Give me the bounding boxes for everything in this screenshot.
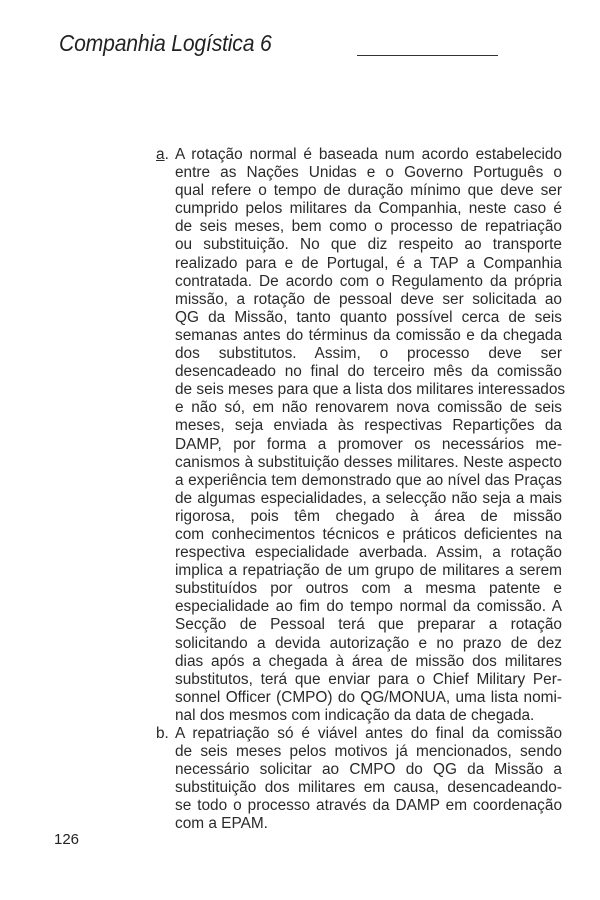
text-line: e não só, em não renovarem nova comissão de seis bbox=[175, 399, 562, 417]
text-line bbox=[156, 146, 562, 164]
list-item bbox=[156, 146, 566, 725]
text-line bbox=[156, 725, 562, 743]
text-line: respectiva especialidade averbada. Assim, a rotação bbox=[175, 544, 562, 562]
text-line: qual refere o tempo de duração mínimo que deve ser bbox=[175, 182, 562, 200]
line-text: A repatriação só é viável antes do final da comissão bbox=[175, 725, 562, 742]
text-line: missão, a rotação de pessoal deve ser solicitada ao bbox=[175, 290, 562, 308]
text-line: dias após a chegada à área de missão dos militares bbox=[175, 652, 562, 670]
text-line: especialidade ao fim do tempo normal da comissão. A bbox=[175, 598, 562, 616]
text-line: dos substitutos. Assim, o processo deve ser bbox=[175, 345, 562, 363]
line-text: A rotação normal é baseada num acordo estabelecido bbox=[175, 146, 562, 163]
text-line: de algumas especialidades, a selecção não seja a mais bbox=[175, 489, 562, 507]
list-marker: b. bbox=[156, 725, 169, 742]
header-title: Companhia Logística 6 bbox=[59, 30, 272, 56]
text-line: cumprido pelos militares da Companhia, neste caso é bbox=[175, 200, 562, 218]
text-line: substituição dos militares em causa, desencadeando- bbox=[175, 779, 562, 797]
text-line: realizado para e de Portugal, é a TAP a Companhia bbox=[175, 254, 562, 272]
page-number: 126 bbox=[54, 831, 80, 848]
text-line: de seis meses pelos motivos já mencionados, sendo bbox=[175, 743, 562, 761]
text-line: a experiência tem demonstrado que ao nível das Praças bbox=[175, 471, 562, 489]
body-text bbox=[156, 146, 566, 834]
text-line: substituídos por outros com a mesma patente e bbox=[175, 580, 562, 598]
text-line: ou substituição. No que diz respeito ao transporte bbox=[175, 236, 562, 254]
text-line: DAMP, por forma a promover os necessários me- bbox=[175, 435, 562, 453]
text-line: desencadeado no final do terceiro mês da comissão bbox=[175, 363, 562, 381]
text-line: nal dos mesmos com indicação da data de chegada. bbox=[175, 706, 535, 724]
text-line: contratada. De acordo com o Regulamento da própria bbox=[175, 272, 562, 290]
text-line: de seis meses para que a lista dos militares interessados bbox=[175, 381, 566, 399]
text-line: QG da Missão, tanto quanto possível cerca de seis bbox=[175, 308, 562, 326]
header-rule bbox=[357, 55, 498, 56]
text-line: se todo o processo através da DAMP em coordenação bbox=[175, 797, 562, 815]
text-line: semanas antes do términus da comissão e da chegada bbox=[175, 326, 562, 344]
list-marker: a. bbox=[156, 146, 169, 163]
text-line: de seis meses, bem como o processo de repatriação bbox=[175, 218, 562, 236]
text-line: entre as Nações Unidas e o Governo Português o bbox=[175, 164, 562, 182]
text-line: solicitando a devida autorização e no prazo de dez bbox=[175, 634, 562, 652]
text-line: necessário solicitar ao CMPO do QG da Missão a bbox=[175, 761, 562, 779]
text-line: Secção de Pessoal terá que preparar a rotação bbox=[175, 616, 562, 634]
text-line: implica a repatriação de um grupo de militares a serem bbox=[175, 562, 562, 580]
text-line: rigorosa, pois têm chegado à área de missão bbox=[175, 507, 562, 525]
text-line: canismos à substituição desses militares. Neste aspecto bbox=[175, 453, 562, 471]
list-item bbox=[156, 725, 562, 834]
text-line: com a EPAM. bbox=[175, 815, 268, 833]
text-line: sonnel Officer (CMPO) do QG/MONUA, uma lista nomi- bbox=[175, 688, 562, 706]
text-line: substitutos, terá que enviar para o Chief Military Per- bbox=[175, 670, 562, 688]
text-line: com conhecimentos técnicos e práticos deficientes na bbox=[175, 525, 562, 543]
text-line: meses, seja enviada às respectivas Repartições da bbox=[175, 417, 562, 435]
